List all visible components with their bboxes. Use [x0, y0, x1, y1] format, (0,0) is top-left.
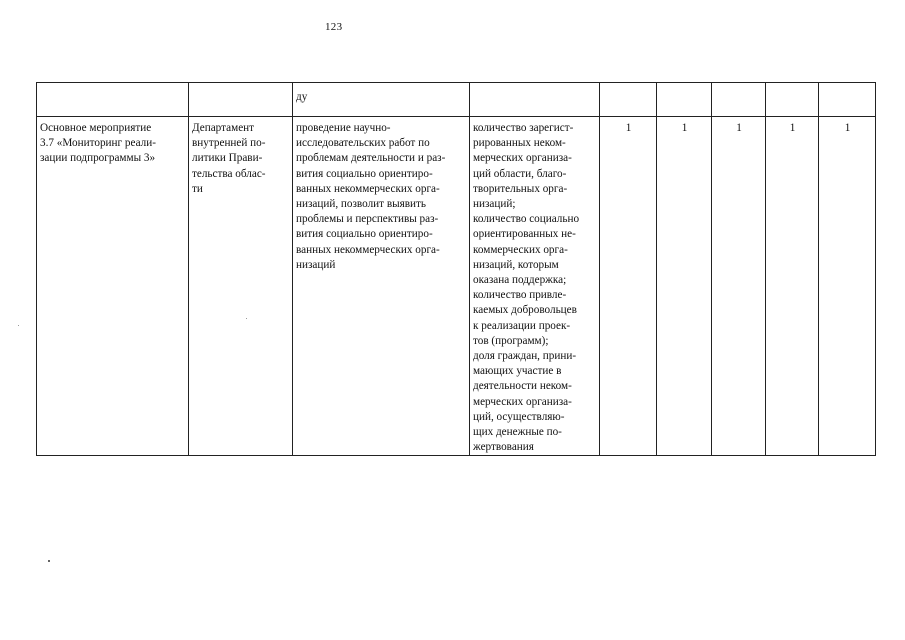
value-cell-4: 1 [766, 117, 819, 456]
value-cell-3: 1 [712, 117, 766, 456]
cont-cell-value-3 [712, 83, 766, 117]
cont-cell-value-1 [600, 83, 657, 117]
event-cell: Основное мероприятие 3.7 «Мониторинг реали- зации подпрограммы 3» [37, 117, 189, 456]
continuation-row [37, 83, 876, 117]
scan-dot [48, 560, 50, 562]
cont-cell-content: ду [293, 83, 470, 117]
page-number: 123 [325, 21, 343, 33]
scan-speck [246, 318, 247, 319]
value-cell-1: 1 [600, 117, 657, 456]
content-cell: проведение научно- исследовательских работ по проблемам деятельности и раз- вития социально ориентиро- ванных некоммерческих орга- низаций, позволит выявить проблемы и перспективы раз- вития социально ориентиро- ванных некоммерческих орга- низаций [293, 117, 470, 456]
executor-cell: Департамент внутренней по- литики Прави- тельства облас- ти [189, 117, 293, 456]
cont-cell-indicators [470, 83, 600, 117]
cont-cell-executor [189, 83, 293, 117]
cont-cell-event [37, 83, 189, 117]
table-row [37, 117, 876, 456]
indicators-cell: количество зарегист- рированных неком- мерческих организа- ций области, благо- творительных орга- низаций; количество социально ориентированных не- коммерческих орга- низаций, которым оказана поддержка; количество привле- каемых добровольцев к реализации проек- тов (программ); доля граждан, прини- мающих участие в деятельности неком- мерческих организа- ций, осуществляю- щих денежные по- жертвования [470, 117, 600, 456]
cont-cell-value-4 [766, 83, 819, 117]
program-table [36, 82, 875, 456]
cont-cell-value-2 [657, 83, 712, 117]
value-cell-5: 1 [819, 117, 876, 456]
scan-speck [18, 325, 19, 326]
value-cell-2: 1 [657, 117, 712, 456]
program-table-grid [36, 82, 876, 456]
cont-cell-value-5 [819, 83, 876, 117]
